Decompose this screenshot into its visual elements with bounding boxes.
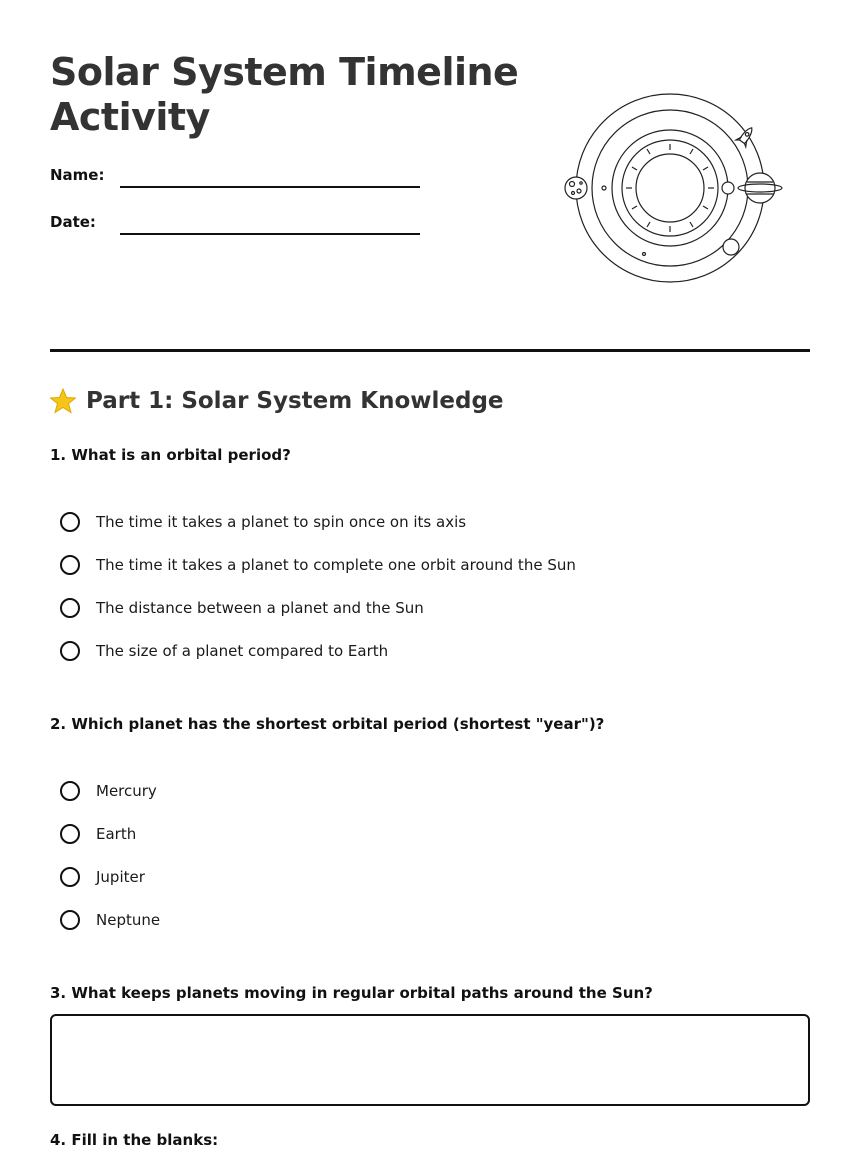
radio-button[interactable] <box>60 555 80 575</box>
q2-option-4[interactable] <box>60 907 160 933</box>
option-label: The size of a planet compared to Earth <box>96 642 389 660</box>
part-1-heading <box>50 388 504 414</box>
q2-option-2[interactable] <box>60 821 136 847</box>
question-4: 4. Fill in the blanks: <box>50 1131 219 1149</box>
asteroid-icon <box>602 186 606 190</box>
q1-option-3[interactable] <box>60 595 424 621</box>
moon-icon <box>723 239 739 255</box>
q1-option-2[interactable] <box>60 552 576 578</box>
option-label: The distance between a planet and the Sun <box>96 599 424 617</box>
dot-icon <box>643 253 646 256</box>
question-2: 2. Which planet has the shortest orbital period (shortest "year")? <box>50 715 605 733</box>
rocket-icon <box>736 124 757 146</box>
radio-button[interactable] <box>60 641 80 661</box>
radio-button[interactable] <box>60 781 80 801</box>
option-label: The time it takes a planet to spin once on its axis <box>96 513 467 531</box>
part-1-title: Part 1: Solar System Knowledge <box>86 388 504 414</box>
radio-button[interactable] <box>60 867 80 887</box>
q2-option-3[interactable] <box>60 864 145 890</box>
date-label: Date: <box>50 213 96 231</box>
option-label: Jupiter <box>96 868 145 886</box>
name-field[interactable] <box>120 186 420 188</box>
sun-rays <box>626 144 714 232</box>
section-divider <box>50 349 810 352</box>
radio-button[interactable] <box>60 598 80 618</box>
option-label: Neptune <box>96 911 161 929</box>
page-title <box>50 50 518 140</box>
radio-button[interactable] <box>60 512 80 532</box>
q2-option-1[interactable] <box>60 778 157 804</box>
question-3: 3. What keeps planets moving in regular orbital paths around the Sun? <box>50 984 653 1002</box>
option-label: Mercury <box>96 782 157 800</box>
q1-option-1[interactable] <box>60 509 466 535</box>
star-icon <box>50 388 76 414</box>
q1-option-4[interactable] <box>60 638 388 664</box>
radio-button[interactable] <box>60 910 80 930</box>
date-field[interactable] <box>120 233 420 235</box>
option-label: The time it takes a planet to complete one orbit around the Sun <box>96 556 576 574</box>
question-3-answer-box[interactable] <box>50 1014 810 1106</box>
saturn-icon <box>738 173 782 203</box>
sun-icon <box>636 154 704 222</box>
title-line-2: Activity <box>50 95 210 139</box>
mars-icon <box>565 177 587 199</box>
radio-button[interactable] <box>60 824 80 844</box>
question-1: 1. What is an orbital period? <box>50 446 291 464</box>
title-line-1: Solar System Timeline <box>50 50 519 94</box>
solar-system-illustration <box>560 90 800 290</box>
planet-small-icon <box>722 182 734 194</box>
option-label: Earth <box>96 825 137 843</box>
name-label: Name: <box>50 166 105 184</box>
